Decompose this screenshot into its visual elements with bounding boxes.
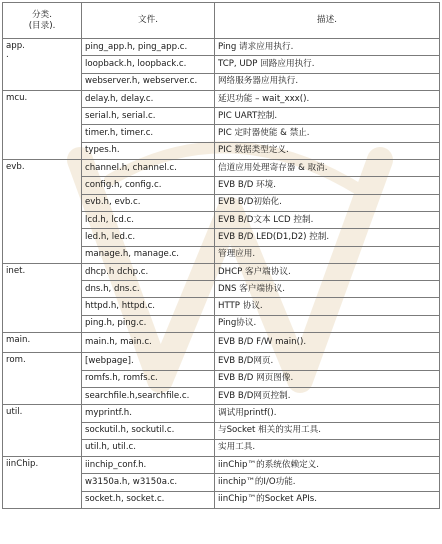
- description-cell: Ping 请求应用执行.: [215, 39, 440, 56]
- file-cell: socket.h, socket.c.: [82, 491, 215, 508]
- description-cell: iinChip™的Socket APIs.: [215, 491, 440, 508]
- description-cell: DHCP 客户端协议.: [215, 263, 440, 280]
- file-cell: timer.h, timer.c.: [82, 125, 215, 142]
- description-cell: 延迟功能 – wait_xxx().: [215, 90, 440, 107]
- file-cell: evb.h, evb.c.: [82, 194, 215, 211]
- file-cell: romfs.h, romfs.c.: [82, 370, 215, 387]
- description-cell: EVB B/D网页控制.: [215, 387, 440, 404]
- file-cell: searchfile.h,searchfile.c.: [82, 387, 215, 404]
- header-description: 描述.: [215, 3, 440, 39]
- description-cell: 调试用printf().: [215, 405, 440, 422]
- file-cell: types.h.: [82, 142, 215, 159]
- file-cell: lcd.h, lcd.c.: [82, 211, 215, 228]
- description-cell: HTTP 协议.: [215, 298, 440, 315]
- category-cell: [3, 160, 82, 264]
- table-row: [3, 353, 440, 370]
- description-cell: 实用工具.: [215, 439, 440, 456]
- category-cell: [3, 353, 82, 405]
- category-cell: [3, 263, 82, 332]
- description-cell: iinChip™的系统依赖定义.: [215, 457, 440, 474]
- file-cell: util.h, util.c.: [82, 439, 215, 456]
- category-label: rom.: [6, 355, 26, 366]
- category-label: mcu.: [6, 92, 28, 103]
- table-header-row: [3, 3, 440, 39]
- header-file: 文件.: [82, 3, 215, 39]
- file-cell: w3150a.h, w3150a.c.: [82, 474, 215, 491]
- category-cell: [3, 405, 82, 457]
- file-cell: ping.h, ping.c.: [82, 315, 215, 332]
- table-row: [3, 405, 440, 422]
- file-cell: [webpage].: [82, 353, 215, 370]
- description-cell: DNS 客户端协议.: [215, 281, 440, 298]
- file-cell: serial.h, serial.c.: [82, 108, 215, 125]
- description-cell: TCP, UDP 回路应用执行.: [215, 56, 440, 73]
- header-category-line2: (目录).: [28, 20, 56, 31]
- description-cell: EVB B/D 环境.: [215, 177, 440, 194]
- file-cell: main.h, main.c.: [82, 333, 215, 353]
- category-cell: [3, 39, 82, 91]
- file-cell: httpd.h, httpd.c.: [82, 298, 215, 315]
- description-cell: 信道应用处理寄存器 & 取消.: [215, 160, 440, 177]
- header-category-line1: 分类.: [32, 9, 52, 20]
- file-cell: manage.h, manage.c.: [82, 246, 215, 263]
- file-cell: dns.h, dns.c.: [82, 281, 215, 298]
- description-cell: PIC UART控制.: [215, 108, 440, 125]
- file-structure-table: [2, 2, 440, 509]
- file-cell: led.h, led.c.: [82, 229, 215, 246]
- category-label: main.: [6, 335, 31, 346]
- category-label: .: [6, 50, 9, 61]
- file-cell: loopback.h, loopback.c.: [82, 56, 215, 73]
- category-cell: [3, 333, 82, 353]
- description-cell: EVB B/D文本 LCD 控制.: [215, 211, 440, 228]
- description-cell: 管理应用.: [215, 246, 440, 263]
- table-row: [3, 39, 440, 56]
- description-cell: PIC 数据类型定义.: [215, 142, 440, 159]
- description-cell: Ping协议.: [215, 315, 440, 332]
- description-cell: 网络服务器应用执行.: [215, 73, 440, 90]
- description-cell: EVB B/D F/W main().: [215, 333, 440, 353]
- file-cell: ping_app.h, ping_app.c.: [82, 39, 215, 56]
- table-row: [3, 160, 440, 177]
- description-cell: EVB B/D 网页图像.: [215, 370, 440, 387]
- description-cell: PIC 定时器使能 & 禁止.: [215, 125, 440, 142]
- file-cell: iinchip_conf.h.: [82, 457, 215, 474]
- file-cell: channel.h, channel.c.: [82, 160, 215, 177]
- category-label: app.: [6, 41, 25, 51]
- description-cell: iinchip™的I/O功能.: [215, 474, 440, 491]
- file-cell: sockutil.h, sockutil.c.: [82, 422, 215, 439]
- category-label: util.: [6, 407, 23, 418]
- file-cell: config.h, config.c.: [82, 177, 215, 194]
- table-body: [3, 39, 440, 509]
- table-row: [3, 263, 440, 280]
- description-cell: EVB B/D初始化.: [215, 194, 440, 211]
- file-cell: dhcp.h dchp.c.: [82, 263, 215, 280]
- file-cell: delay.h, delay.c.: [82, 90, 215, 107]
- category-label: iinChip.: [6, 459, 39, 470]
- category-cell: [3, 457, 82, 509]
- description-cell: EVB B/D网页.: [215, 353, 440, 370]
- category-label: inet.: [6, 265, 26, 276]
- file-cell: webserver.h, webserver.c.: [82, 73, 215, 90]
- table-row: [3, 333, 440, 353]
- file-cell: myprintf.h.: [82, 405, 215, 422]
- description-cell: 与Socket 相关的实用工具.: [215, 422, 440, 439]
- category-cell: [3, 90, 82, 159]
- header-category: [3, 3, 82, 39]
- table-row: [3, 457, 440, 474]
- description-cell: EVB B/D LED(D1,D2) 控制.: [215, 229, 440, 246]
- table-row: [3, 90, 440, 107]
- category-label: evb.: [6, 162, 25, 173]
